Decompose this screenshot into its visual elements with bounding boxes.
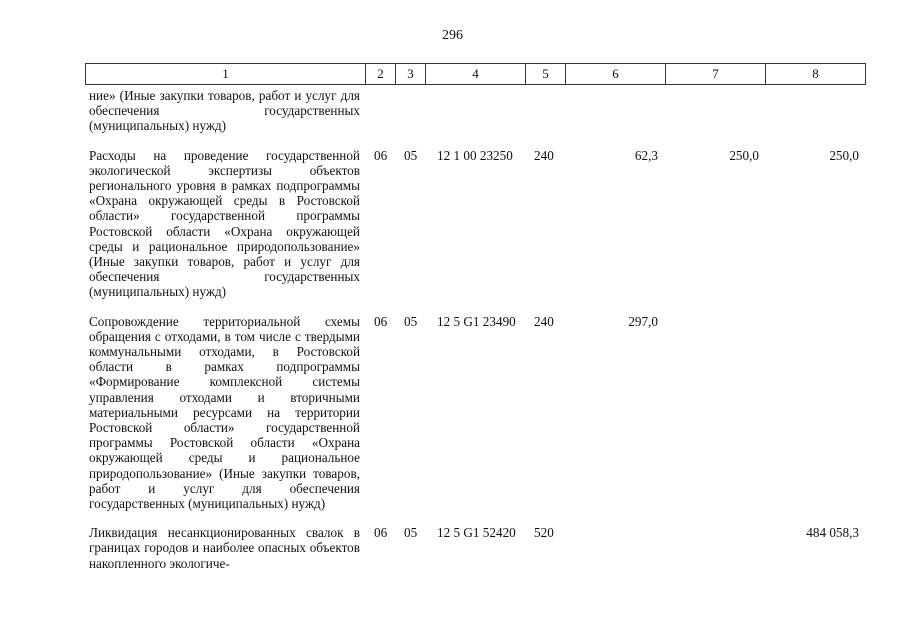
column-header: 7 — [666, 64, 766, 85]
row-subsection: 05 — [404, 525, 418, 541]
column-header: 8 — [766, 64, 866, 85]
table-row — [85, 314, 865, 512]
row-target-article: 12 5 G1 23490 — [437, 313, 516, 329]
row-amount-3: 250,0 — [829, 147, 859, 163]
row-section: 06 — [374, 525, 388, 541]
page-number: 296 — [442, 28, 463, 43]
row-description: Ликвидация несанкционированных свалок в границах городов и наиболее опасных объектов накопленного экологиче- — [89, 525, 360, 571]
table-header — [85, 63, 866, 85]
column-header: 6 — [566, 64, 666, 85]
row-target-article: 12 1 00 23250 — [437, 147, 513, 163]
row-section: 06 — [374, 313, 388, 329]
row-target-article: 12 5 G1 52420 — [437, 525, 516, 541]
row-description: Сопровождение территориальной схемы обращения с отходами, в том числе с твердыми коммунальными отходами, в Ростовской области в рамках подпрограммы «Формирование комплексной системы управления отходами и вторичными материальными ресурсами на территории Ростовской области» государственной программы Ростовской области «Охрана окружающей среды и рациональное природопользование» (Иные закупки товаров, работ и услуг для обеспечения государственных (муниципальных) нужд) — [89, 313, 360, 512]
table-row — [85, 88, 865, 134]
table-row — [85, 525, 865, 571]
column-header: 5 — [526, 64, 566, 85]
row-expense-type: 520 — [534, 525, 554, 541]
row-description: ние» (Иные закупки товаров, работ и услуг для обеспечения государственных (муниципальных) нужд) — [89, 88, 360, 134]
row-amount-1: 297,0 — [628, 313, 658, 329]
table-row — [85, 148, 865, 300]
row-amount-2: 250,0 — [729, 147, 759, 163]
column-header: 2 — [366, 64, 396, 85]
column-header: 4 — [426, 64, 526, 85]
row-amount-3: 484 058,3 — [806, 525, 859, 541]
row-expense-type: 240 — [534, 313, 554, 329]
row-description: Расходы на проведение государственной экологической экспертизы объектов регионального уровня в рамках подпрограммы «Охрана окружающей среды в Ростовской области» государственной программы Ростовской области «Охрана окружающей среды и рациональное природопользование» (Иные закупки товаров, работ и услуг для обеспечения государственных (муниципальных) нужд) — [89, 147, 360, 300]
column-header: 3 — [396, 64, 426, 85]
row-expense-type: 240 — [534, 147, 554, 163]
header-row — [86, 64, 866, 85]
row-section: 06 — [374, 147, 388, 163]
row-subsection: 05 — [404, 313, 418, 329]
table-body — [85, 88, 865, 571]
row-amount-1: 62,3 — [634, 147, 658, 163]
row-subsection: 05 — [404, 147, 418, 163]
column-header: 1 — [86, 64, 366, 85]
